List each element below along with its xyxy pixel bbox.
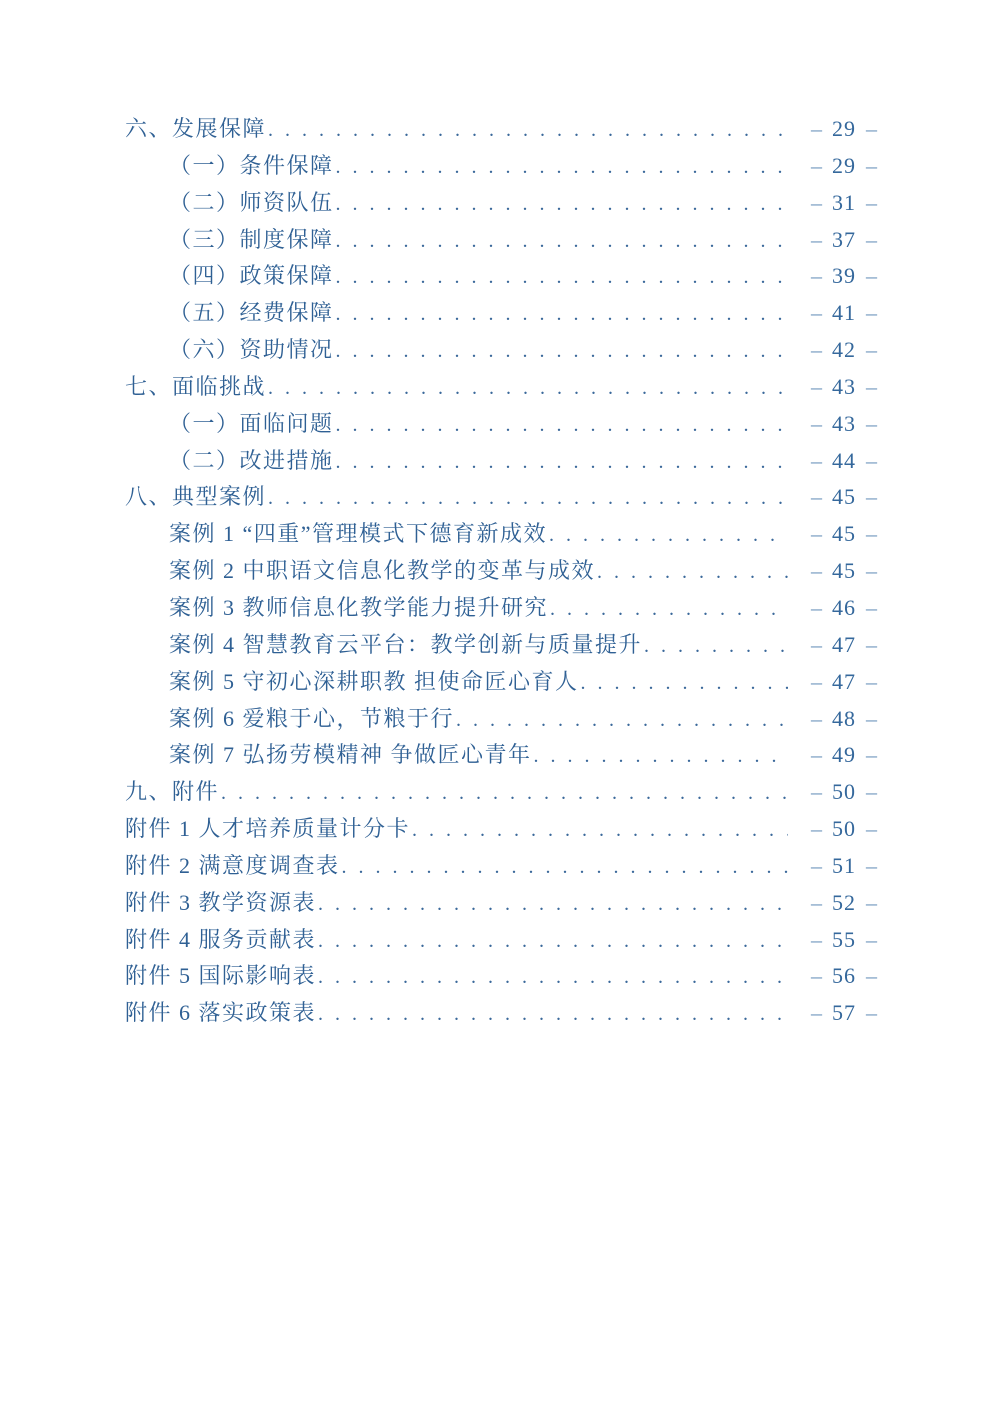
toc-entry-page [792,742,878,768]
toc-entry[interactable] [125,296,878,333]
page-number: 47 [832,631,856,657]
page-number-dash: – [866,705,877,731]
dot-leader [342,856,788,879]
page-number: 37 [832,226,856,252]
toc-entry-page [792,558,878,584]
toc-entry-title: 附件 5 国际影响表 [125,963,317,989]
dot-leader [549,524,788,547]
toc-entry[interactable] [125,849,878,886]
toc-entry[interactable] [125,149,878,186]
page-number: 50 [832,816,856,842]
dot-leader [336,414,788,437]
toc-entry[interactable] [125,112,878,149]
toc-entry-page [792,448,878,474]
dot-leader [318,930,788,953]
page-number-dash: – [811,373,822,399]
dot-leader [456,709,788,732]
toc-entry-title: （四）政策保障 [169,263,334,289]
page-number-dash: – [811,300,822,326]
page-number: 44 [832,447,856,473]
toc-entry[interactable] [125,591,878,628]
dot-leader [336,451,788,474]
page-number: 43 [832,410,856,436]
toc-entry-page [792,337,878,363]
page-number-dash: – [866,263,877,289]
dot-leader [581,672,788,695]
dot-leader [268,377,788,400]
page-number: 50 [832,779,856,805]
toc-entry[interactable] [125,775,878,812]
dot-leader [644,635,788,658]
toc-entry-page [792,374,878,400]
toc-entry-page [792,484,878,510]
page-number-dash: – [866,189,877,215]
dot-leader [336,266,788,289]
dot-leader [336,193,788,216]
dot-leader [318,893,788,916]
page-number-dash: – [866,816,877,842]
page-number-dash: – [866,889,877,915]
toc-entry-page [792,227,878,253]
toc-entry-title: 附件 1 人才培养质量计分卡 [125,816,411,842]
page-number-dash: – [866,594,877,620]
page-number-dash: – [811,1000,822,1026]
toc-entry-page [792,300,878,326]
toc-entry-title: 案例 1 “四重”管理模式下德育新成效 [169,521,548,547]
page-number: 51 [832,852,856,878]
toc-entry-title: 九、附件 [125,779,220,805]
toc-entry-title: 案例 5 守初心深耕职教 担使命匠心育人 [169,668,579,694]
dot-leader [336,156,788,179]
page-number-dash: – [811,852,822,878]
dot-leader [550,598,788,621]
page-number-dash: – [866,373,877,399]
page-number-dash: – [811,668,822,694]
dot-leader [336,340,788,363]
page-number-dash: – [866,152,877,178]
page-number: 46 [832,594,856,620]
page-number-dash: – [811,742,822,768]
toc-entry[interactable] [125,407,878,444]
page-number-dash: – [811,447,822,473]
toc-entry-title: 七、面临挑战 [125,373,267,399]
page-number-dash: – [866,410,877,436]
toc-entry[interactable] [125,333,878,370]
page-number-dash: – [811,816,822,842]
toc-entry[interactable] [125,444,878,481]
toc-entry-page [792,963,878,989]
toc-entry-page [792,1000,878,1026]
page-number: 52 [832,889,856,915]
toc-entry-title: 八、典型案例 [125,484,267,510]
toc-entry-title: 附件 2 满意度调查表 [125,852,340,878]
page-number: 39 [832,263,856,289]
toc-entry-page [792,632,878,658]
toc-entry[interactable] [125,959,878,996]
page-number-dash: – [811,152,822,178]
toc-entry-page [792,263,878,289]
page-number-dash: – [811,521,822,547]
toc-entry-title: （五）经费保障 [169,300,334,326]
page-number: 48 [832,705,856,731]
page-number-dash: – [811,594,822,620]
page-number-dash: – [866,521,877,547]
toc-entry-title: 附件 6 落实政策表 [125,1000,317,1026]
page-number-dash: – [866,668,877,694]
toc-entry-page [792,411,878,437]
toc-entry-title: 附件 3 教学资源表 [125,889,317,915]
toc-entry[interactable] [125,223,878,260]
toc-entry[interactable] [125,517,878,554]
page-number: 31 [832,189,856,215]
page-number-dash: – [811,926,822,952]
page-number-dash: – [811,631,822,657]
toc-entry[interactable] [125,259,878,296]
page-number: 55 [832,926,856,952]
toc-entry[interactable] [125,665,878,702]
page-number-dash: – [811,484,822,510]
toc-entry-page [792,706,878,732]
toc-entry[interactable] [125,628,878,665]
toc-entry[interactable] [125,702,878,739]
page-number-dash: – [866,963,877,989]
toc-entry-page [792,816,878,842]
page-number: 41 [832,300,856,326]
page-number: 47 [832,668,856,694]
page-number-dash: – [811,189,822,215]
page-number-dash: – [811,963,822,989]
toc-entry-title: 案例 3 教师信息化教学能力提升研究 [169,594,549,620]
page-number-dash: – [866,447,877,473]
page-number-dash: – [866,742,877,768]
page-number: 56 [832,963,856,989]
toc-entry[interactable] [125,186,878,223]
toc-entry-page [792,595,878,621]
toc-entry[interactable] [125,480,878,517]
page-number-dash: – [811,410,822,436]
page-number-dash: – [866,631,877,657]
toc-entry-title: 附件 4 服务贡献表 [125,926,317,952]
toc-entry-title: （六）资助情况 [169,337,334,363]
dot-leader [221,782,788,805]
toc-entry-title: 案例 7 弘扬劳模精神 争做匠心青年 [169,742,532,768]
page-number-dash: – [866,1000,877,1026]
dot-leader [318,966,788,989]
page-number: 29 [832,116,856,141]
page-number: 29 [832,152,856,178]
page-number-dash: – [866,337,877,363]
toc-entry[interactable] [125,886,878,923]
page-number-dash: – [866,779,877,805]
toc-entry-page [792,190,878,216]
toc-entry-title: 案例 6 爱粮于心，节粮于行 [169,705,455,731]
toc-entry-title: （三）制度保障 [169,226,334,252]
page-number: 49 [832,742,856,768]
dot-leader [336,303,788,326]
page-number-dash: – [811,337,822,363]
dot-leader [268,119,788,142]
toc-entry-title: （二）改进措施 [169,447,334,473]
toc-entry-page [792,153,878,179]
toc-entry-page [792,890,878,916]
page-number-dash: – [811,889,822,915]
page-number-dash: – [866,484,877,510]
toc-entry-title: 案例 4 智慧教育云平台：教学创新与质量提升 [169,631,643,657]
toc-entry-page [792,927,878,953]
toc-entry[interactable] [125,554,878,591]
dot-leader [336,230,788,253]
page-number-dash: – [811,116,822,141]
dot-leader [412,819,788,842]
page-number-dash: – [866,300,877,326]
page-number: 45 [832,484,856,510]
page-number-dash: – [811,705,822,731]
page-number-dash: – [866,116,877,141]
toc-entry-page [792,521,878,547]
toc-entry[interactable] [125,812,878,849]
toc-entry-page [792,853,878,879]
toc-entry-title: 案例 2 中职语文信息化教学的变革与成效 [169,558,596,584]
page-number-dash: – [811,558,822,584]
page-number-dash: – [866,558,877,584]
toc-entry[interactable] [125,738,878,775]
dot-leader [597,561,788,584]
toc-entry[interactable] [125,923,878,960]
page-number: 57 [832,1000,856,1026]
toc-entry-title: （一）面临问题 [169,410,334,436]
table-of-contents [125,112,878,1033]
page-number-dash: – [811,263,822,289]
page-number: 45 [832,521,856,547]
dot-leader [534,745,788,768]
dot-leader [268,487,788,510]
page-number-dash: – [866,926,877,952]
toc-entry-title: （一）条件保障 [169,152,334,178]
toc-entry-page [792,116,878,142]
page-number-dash: – [866,852,877,878]
toc-entry-page [792,779,878,805]
page-number-dash: – [866,226,877,252]
toc-entry-title: （二）师资队伍 [169,189,334,215]
page-number: 42 [832,337,856,363]
toc-entry[interactable] [125,370,878,407]
page-number: 45 [832,558,856,584]
toc-entry-page [792,669,878,695]
page-number-dash: – [811,226,822,252]
page-number-dash: – [811,779,822,805]
toc-entry[interactable] [125,996,878,1033]
page-number: 43 [832,373,856,399]
toc-entry-title: 六、发展保障 [125,116,267,141]
dot-leader [318,1003,788,1026]
